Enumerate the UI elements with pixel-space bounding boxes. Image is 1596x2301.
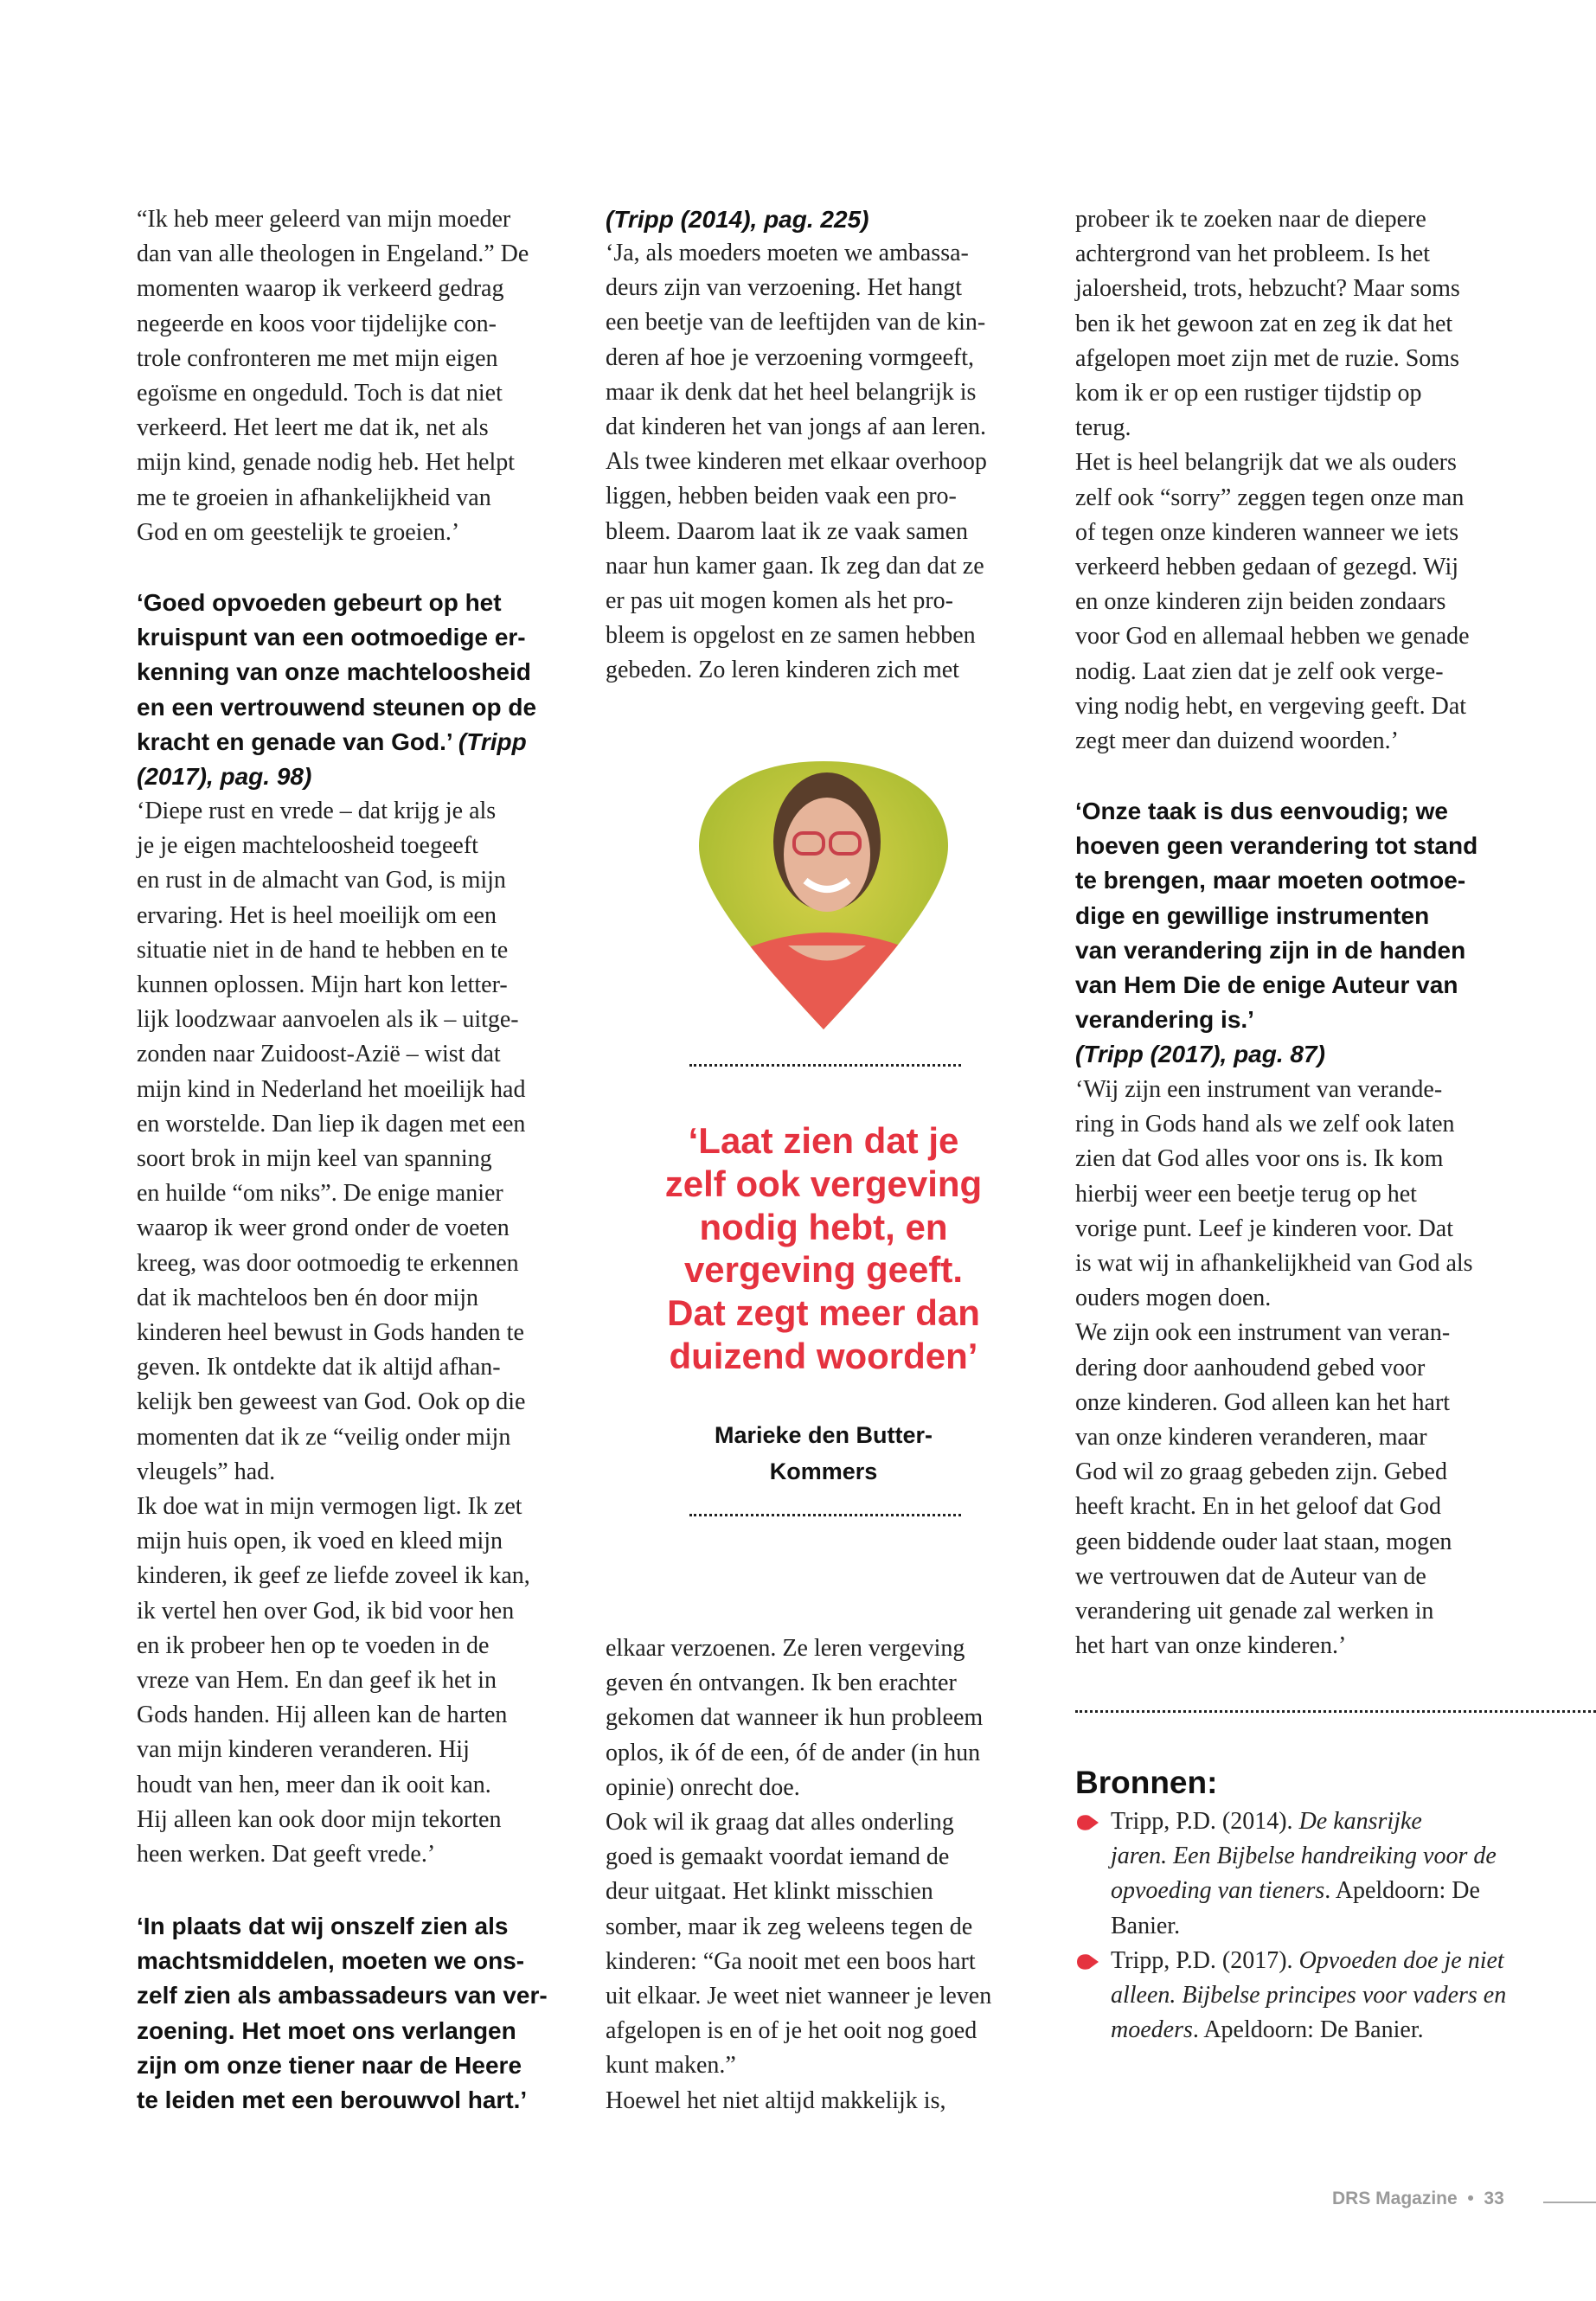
quote-text: ‘Goed opvoeden gebeurt op het kruispunt van een ootmoedige er- kenning van onze machteloosheid en een vertrouwend steunen op de kracht en genade van God.’ — [137, 589, 537, 755]
author-name: Marieke den Butter- Kommers — [714, 1422, 933, 1484]
source-title: Opvoeden doe je niet alleen. Bijbelse principes voor vaders en moeders — [1111, 1947, 1507, 2044]
source-author: Tripp, P.D. (2014). — [1111, 1808, 1299, 1835]
page-footer — [1332, 2189, 1504, 2209]
quote-reference: (Tripp (2014), pag. 225) — [606, 206, 869, 233]
footer-rule — [1543, 2202, 1596, 2203]
source-publisher: . Apeldoorn: De Banier. — [1111, 1877, 1480, 1939]
source-title: De kansrijke jaren. Een Bijbelse handreiking voor de opvoeding van tieners — [1111, 1808, 1497, 1905]
body-paragraph: “Ik heb meer geleerd van mijn moeder dan van alle theologen in Engeland.” De momenten waarop ik verkeerd gedrag negeerde en koos voor tijdelijke con- trole confronteren me met mijn eigen egoïsme en ongeduld. Toch is dat niet verkeerd. Het leert me dat ik, net als mijn kind, genade nodig heb. Het helpt me te groeien in afhankelijkheid van God en om geestelijk te groeien.’ — [137, 206, 529, 546]
highlight-quote: ‘In plaats dat wij onszelf zien als machtsmiddelen, moeten we ons- zelf zien als ambassadeurs van ver- zoening. Het moet ons verlangen zijn om onze tiener naar de Heere te leiden met een berouwvol hart.’ — [137, 1913, 548, 2114]
author-photo — [697, 760, 950, 1031]
body-paragraph: probeer ik te zoeken naar de diepere achtergrond van het probleem. Is het jaloersheid, trots, hebzucht? Maar soms ben ik het gewoon zat en zeg ik dat het afgelopen moet zijn met de ruzie. Soms kom ik er op een rustiger tijdstip op terug. Het is heel belangrijk dat we als ouders zelf ook “sorry” zeggen tegen onze man of tegen onze kinderen wanneer we iets verkeerd hebben gedaan of gezegd. Wij en onze kinderen zijn beiden zondaars voor God en allemaal hebben we genade nodig. Laat zien dat je zelf ook verge- ving nodig hebt, en vergeving geeft. Dat zegt meer dan duizend woorden.’ — [1075, 206, 1470, 755]
source-publisher: . Apeldoorn: De Banier. — [1192, 2016, 1424, 2044]
bullet-icon — [1075, 1813, 1099, 1832]
body-paragraph: ‘Wij zijn een instrument van verande- ring in Gods hand als we zelf ook laten zien dat God alles voor ons is. Ik kom hierbij weer een beetje terug op het vorige punt. Leef je kinderen voor. Dat is wat wij in afhankelijkheid van God als ouders mogen doen. We zijn ook een instrument van veran- dering door aanhoudend gebed voor onze kinderen. God alleen kan het hart van onze kinderen veranderen, maar God wil zo graag gebeden zijn. Gebed heeft kracht. En in het geloof dat God geen biddende ouder laat staan, mogen we vertrouwen dat de Auteur van de verandering uit genade zal werken in het hart van onze kinderen.’ — [1075, 1076, 1473, 1660]
body-paragraph: elkaar verzoenen. Ze leren vergeving geven én ontvangen. Ik ben erachter gekomen dat wanneer ik hun probleem oplos, ik óf de een, óf de ander (in hun opinie) onrecht doe. Ook wil ik graag dat alles onderling goed is gemaakt voordat iemand de deur uitgaat. Het klinkt misschien somber, maar ik zeg weleens tegen de kinderen: “Ga nooit met een boos hart uit elkaar. Je weet niet wanneer je leven afgelopen is en of je het ooit nog goed kunt maken.” Hoewel het niet altijd makkelijk is, — [606, 1635, 992, 2114]
separator: • — [1467, 2189, 1474, 2208]
body-paragraph: ‘Ja, als moeders moeten we ambassa- deurs zijn van verzoening. Het hangt een beetje van de leeftijden van de kin- deren af hoe je verzoening vormgeeft, maar ik denk dat het heel belangrijk is dat kinderen het van jongs af aan leren. Als twee kinderen met elkaar overhoop liggen, hebben beiden vaak een pro- bleem. Daarom laat ik ze vaak samen naar hun kamer gaan. Ik zeg dan dat ze er pas uit mogen komen als het pro- bleem is opgelost en ze samen hebben gebeden. Zo leren kinderen zich met — [606, 240, 987, 684]
quote-reference: (Tripp (2017), pag. 98) — [137, 727, 527, 791]
quote-reference: (Tripp (2017), pag. 87) — [1075, 1041, 1325, 1068]
page-number: 33 — [1484, 2189, 1504, 2208]
magazine-name: DRS Magazine — [1332, 2189, 1458, 2208]
divider — [1075, 1710, 1596, 1713]
sources-heading: Bronnen: — [1075, 1765, 1218, 1800]
highlight-quote — [137, 586, 536, 794]
source-author: Tripp, P.D. (2017). — [1111, 1947, 1299, 1974]
quote-text: ‘Onze taak is dus eenvoudig; we hoeven geen verandering tot stand te brengen, maar moeten ootmoe- dige en gewillige instrumenten van verandering zijn in de handen van Hem Die de enige Auteur van verandering is.’ — [1075, 798, 1478, 1034]
highlight-quote — [1075, 794, 1477, 1073]
body-paragraph: ‘Diepe rust en vrede – dat krijg je als je je eigen machteloosheid toegeeft en rust in de almacht van God, is mijn ervaring. Het is heel moeilijk om een situatie niet in de hand te hebben en te kunnen oplossen. Mijn hart kon letter- lijk loodzwaar aanvoelen als ik – uitge- zonden naar Zuidoost-Azië – wist dat mijn kind in Nederland het moeilijk had en worstelde. Dan liep ik dagen met een soort brok in mijn keel van spanning en huilde “om niks”. De enige manier waarop ik weer grond onder de voeten kreeg, was door ootmoedig te erkennen dat ik machteloos ben én door mijn kinderen heel bewust in Gods handen te geven. Ik ontdekte dat ik altijd afhan- kelijk ben geweest van God. Ook op die momenten dat ik ze “veilig onder mijn vleugels” had. Ik doe wat in mijn vermogen ligt. Ik zet mijn huis open, ik voed en kleed mijn kinderen, ik geef ze liefde zoveel ik kan, ik vertel hen over God, ik bid voor hen en ik probeer hen op te voeden in de vreze van Hem. En dan geef ik het in Gods handen. Hij alleen kan de harten van mijn kinderen veranderen. Hij houdt van hen, meer dan ik ooit kan. Hij alleen kan ook door mijn tekorten heen werken. Dat geeft vrede.’ — [137, 798, 530, 1868]
divider — [689, 1064, 961, 1067]
pull-quote: ‘Laat zien dat je zelf ook vergeving nodig hebt, en vergeving geeft. Dat zegt meer dan duizend woorden’ — [664, 1120, 983, 1376]
divider — [689, 1514, 961, 1516]
bullet-icon — [1075, 1952, 1099, 1971]
